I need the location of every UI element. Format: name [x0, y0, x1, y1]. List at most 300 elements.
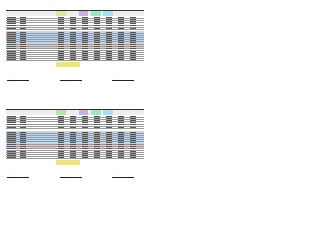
table-cell [70, 134, 76, 135]
table-cell [94, 144, 100, 145]
table-cell [70, 124, 76, 125]
table-cell [58, 19, 64, 20]
table-cell [94, 55, 100, 56]
table-cell [58, 155, 64, 156]
table-cell [70, 120, 76, 121]
table-cell [118, 32, 124, 33]
table-cell [118, 23, 124, 24]
table-cell [58, 122, 64, 123]
table-cell [82, 40, 88, 41]
signatory-name: ENGR. JOHN DOE [8, 178, 20, 179]
table-cell [20, 118, 26, 119]
table-cell [20, 116, 26, 117]
table-cell [106, 151, 112, 152]
table-cell [94, 118, 100, 119]
table-cell [118, 148, 124, 149]
table-cell [7, 124, 16, 125]
table-cell [106, 44, 112, 45]
table-cell [82, 34, 88, 35]
table-cell [7, 34, 16, 35]
report-period: FOR JUNE [64, 106, 72, 107]
signatory-label: Approved by: [112, 172, 121, 173]
table-cell [82, 142, 88, 143]
table-cell [118, 46, 124, 47]
table-cell [58, 32, 64, 33]
signatory-label: Checked by: [60, 75, 68, 76]
table-cell [82, 157, 88, 158]
table-cell [118, 17, 124, 18]
table-cell [82, 23, 88, 24]
table-cell [130, 124, 136, 125]
table-cell [106, 46, 112, 47]
table-cell [70, 38, 76, 39]
table-cell [118, 151, 124, 152]
table-cell [7, 38, 16, 39]
table-cell [94, 142, 100, 143]
table-cell [70, 155, 76, 156]
table-cell [58, 151, 64, 152]
table-cell [106, 34, 112, 35]
table-cell [70, 153, 76, 154]
table-cell [130, 21, 136, 22]
table-cell [82, 36, 88, 37]
table-cell [7, 25, 16, 26]
table-cell [94, 17, 100, 18]
table-cell [70, 132, 76, 133]
table-cell [106, 57, 112, 58]
table-cell [130, 132, 136, 133]
table-cell [58, 57, 64, 58]
table-cell [82, 59, 88, 60]
table-cell [20, 17, 26, 18]
table-cell [7, 46, 16, 47]
table-cell [106, 157, 112, 158]
header-cell [103, 110, 113, 115]
header-cell [91, 110, 101, 115]
table-cell [82, 118, 88, 119]
table-cell [130, 23, 136, 24]
table-cell [58, 132, 64, 133]
signatory-name: ENGR. JOHN DOE [8, 81, 20, 82]
table-cell [20, 21, 26, 22]
table-cell [7, 57, 16, 58]
table-cell [20, 19, 26, 20]
table-cell [118, 124, 124, 125]
table-cell [58, 124, 64, 125]
table-cell [7, 118, 16, 119]
table-cell [106, 140, 112, 141]
signatory-label: Prepared by: [7, 75, 16, 76]
table-cell [20, 138, 26, 139]
table-cell [130, 153, 136, 154]
table-cell [82, 134, 88, 135]
table-cell [106, 136, 112, 137]
table-cell [106, 23, 112, 24]
table-cell [106, 120, 112, 121]
table-cell [82, 124, 88, 125]
table-cell [94, 148, 100, 149]
table-cell [58, 127, 64, 128]
table-cell [82, 136, 88, 137]
table-cell [118, 53, 124, 54]
table-cell [82, 140, 88, 141]
table-cell [7, 116, 16, 117]
table-cell [130, 136, 136, 137]
report-title: CONSOLIDATED ENGINEERING REPORT [48, 3, 79, 4]
table-cell [7, 21, 16, 22]
table-cell [82, 32, 88, 33]
table-cell [7, 36, 16, 37]
table-cell [106, 59, 112, 60]
table-cell [94, 116, 100, 117]
table-cell [118, 55, 124, 56]
table-cell [94, 124, 100, 125]
table-cell [118, 44, 124, 45]
table-cell [58, 153, 64, 154]
table-cell [20, 51, 26, 52]
table-cell [82, 44, 88, 45]
table-cell [106, 116, 112, 117]
table-cell [70, 122, 76, 123]
table-cell [7, 153, 16, 154]
table-cell [70, 144, 76, 145]
table-cell [106, 118, 112, 119]
table-cell [70, 57, 76, 58]
table-cell [7, 127, 16, 128]
table-cell [130, 134, 136, 135]
header-cell [103, 11, 113, 16]
table-cell [70, 25, 76, 26]
table-cell [70, 21, 76, 22]
table-cell [118, 155, 124, 156]
table-cell [58, 136, 64, 137]
table-cell [130, 151, 136, 152]
table-cell [58, 116, 64, 117]
table-cell [20, 34, 26, 35]
table-cell [7, 138, 16, 139]
table-cell [70, 142, 76, 143]
table-cell [130, 40, 136, 41]
table-cell [58, 36, 64, 37]
table-cell [118, 36, 124, 37]
table-cell [106, 122, 112, 123]
table-cell [7, 122, 16, 123]
table-cell [70, 19, 76, 20]
report-subtitle: MONTHLY ACCOMPLISHMENT REPORT (FY 2017) [46, 5, 85, 6]
table-cell [7, 32, 16, 33]
table-cell [20, 28, 26, 29]
table-cell [130, 51, 136, 52]
table-cell [130, 157, 136, 158]
table-cell [82, 48, 88, 49]
table-cell [106, 134, 112, 135]
date-label: AS OF MAY 31 [131, 6, 141, 7]
table-cell [70, 46, 76, 47]
table-cell [82, 38, 88, 39]
table-cell [20, 134, 26, 135]
table-cell [7, 120, 16, 121]
table-cell [94, 57, 100, 58]
table-cell [106, 127, 112, 128]
table-cell [118, 19, 124, 20]
table-cell [118, 116, 124, 117]
table-cell [58, 157, 64, 158]
table-cell [118, 153, 124, 154]
table-cell [7, 40, 16, 41]
table-cell [130, 25, 136, 26]
table-cell [106, 53, 112, 54]
table-cell [7, 48, 16, 49]
table-cell [20, 44, 26, 45]
table-cell [106, 146, 112, 147]
table-cell [94, 48, 100, 49]
table-cell [82, 17, 88, 18]
table-cell [130, 17, 136, 18]
table-cell [130, 36, 136, 37]
table-cell [130, 55, 136, 56]
table-cell [106, 32, 112, 33]
table-cell [82, 19, 88, 20]
table-cell [106, 148, 112, 149]
table-cell [118, 57, 124, 58]
table-cell [106, 21, 112, 22]
table-cell [94, 42, 100, 43]
table-cell [130, 38, 136, 39]
table-cell [130, 142, 136, 143]
table-cell [70, 53, 76, 54]
table-cell [82, 120, 88, 121]
table-cell [94, 44, 100, 45]
table-cell [58, 48, 64, 49]
table-cell [94, 38, 100, 39]
table-cell [58, 28, 64, 29]
table-cell [70, 136, 76, 137]
table-cell [20, 124, 26, 125]
header-cell [56, 110, 66, 115]
document-page [0, 0, 149, 198]
table-cell [20, 40, 26, 41]
table-cell [58, 148, 64, 149]
table-cell [58, 42, 64, 43]
table-cell [7, 146, 16, 147]
table-cell [118, 25, 124, 26]
table-cell [118, 134, 124, 135]
table-cell [82, 132, 88, 133]
table-cell [106, 25, 112, 26]
table-cell [7, 28, 16, 29]
table-cell [70, 32, 76, 33]
table-cell [20, 140, 26, 141]
table-cell [58, 142, 64, 143]
table-cell [58, 134, 64, 135]
table-cell [7, 151, 16, 152]
table-cell [118, 120, 124, 121]
table-cell [94, 134, 100, 135]
table-cell [82, 148, 88, 149]
table-cell [82, 25, 88, 26]
table-cell [118, 42, 124, 43]
table-cell [58, 59, 64, 60]
header-cell [56, 11, 66, 16]
table-cell [94, 151, 100, 152]
table-cell [7, 44, 16, 45]
table-cell [58, 53, 64, 54]
table-cell [58, 55, 64, 56]
table-cell [118, 40, 124, 41]
table-cell [106, 40, 112, 41]
table-cell [118, 138, 124, 139]
table-cell [82, 146, 88, 147]
table-cell [106, 153, 112, 154]
table-cell [7, 23, 16, 24]
table-cell [94, 136, 100, 137]
table-cell [118, 34, 124, 35]
table-cell [20, 120, 26, 121]
table-cell [106, 28, 112, 29]
table-cell [82, 28, 88, 29]
table-cell [82, 127, 88, 128]
table-cell [70, 138, 76, 139]
table-cell [94, 53, 100, 54]
table-cell [58, 140, 64, 141]
table-cell [20, 122, 26, 123]
table-cell [82, 116, 88, 117]
table-cell [130, 59, 136, 60]
date-label: AS OF MAY 31 [115, 6, 125, 7]
table-cell [58, 23, 64, 24]
table-cell [20, 157, 26, 158]
table-cell [70, 44, 76, 45]
table-cell [130, 148, 136, 149]
table-cell [118, 132, 124, 133]
table-cell [70, 34, 76, 35]
table-cell [94, 51, 100, 52]
table-cell [58, 34, 64, 35]
table-cell [58, 21, 64, 22]
table-cell [70, 51, 76, 52]
table-cell [106, 48, 112, 49]
table-cell [118, 146, 124, 147]
table-cell [82, 144, 88, 145]
table-cell [7, 53, 16, 54]
table-cell [106, 17, 112, 18]
header-cell [79, 11, 88, 16]
table-cell [58, 144, 64, 145]
table-cell [106, 19, 112, 20]
table-cell [118, 142, 124, 143]
table-cell [118, 127, 124, 128]
table-cell [118, 48, 124, 49]
table-cell [130, 118, 136, 119]
table-cell [70, 40, 76, 41]
table-cell [130, 57, 136, 58]
signatory-name: DISTRICT ENGINEER [113, 178, 127, 179]
table-cell [106, 155, 112, 156]
table-cell [70, 157, 76, 158]
table-cell [130, 44, 136, 45]
table-cell [94, 21, 100, 22]
header-cell [79, 110, 88, 115]
table-cell [70, 17, 76, 18]
table-cell [82, 153, 88, 154]
table-cell [94, 36, 100, 37]
table-cell [7, 142, 16, 143]
table-cell [7, 55, 16, 56]
table-cell [106, 138, 112, 139]
table-cell [70, 146, 76, 147]
table-cell [70, 23, 76, 24]
table-cell [20, 132, 26, 133]
table-cell [118, 59, 124, 60]
table-cell [82, 21, 88, 22]
table-cell [118, 140, 124, 141]
table-cell [94, 32, 100, 33]
table-cell [106, 144, 112, 145]
table-cell [94, 40, 100, 41]
table-cell [130, 146, 136, 147]
table-cell [118, 157, 124, 158]
table-cell [58, 51, 64, 52]
table-cell [82, 151, 88, 152]
table-cell [58, 46, 64, 47]
table-cell [70, 151, 76, 152]
total-cell [56, 65, 80, 67]
table-cell [20, 32, 26, 33]
table-cell [7, 42, 16, 43]
table-cell [82, 138, 88, 139]
report-period: PROJECT STATUS AS OF [52, 7, 71, 8]
table-cell [130, 42, 136, 43]
table-cell [94, 59, 100, 60]
table-cell [20, 23, 26, 24]
table-cell [118, 144, 124, 145]
table-cell [20, 144, 26, 145]
table-cell [94, 146, 100, 147]
table-cell [70, 28, 76, 29]
table-cell [58, 38, 64, 39]
table-cell [70, 48, 76, 49]
table-cell [118, 122, 124, 123]
table-cell [94, 122, 100, 123]
table-cell [130, 116, 136, 117]
table-cell [130, 19, 136, 20]
table-cell [130, 120, 136, 121]
table-cell [58, 118, 64, 119]
table-cell [20, 48, 26, 49]
table-cell [94, 153, 100, 154]
table-cell [20, 42, 26, 43]
table-cell [20, 142, 26, 143]
table-cell [130, 28, 136, 29]
table-cell [20, 46, 26, 47]
table-cell [58, 44, 64, 45]
table-cell [70, 127, 76, 128]
signatory-label: Checked by: [60, 172, 68, 173]
table-cell [82, 122, 88, 123]
table-cell [130, 122, 136, 123]
table-cell [7, 148, 16, 149]
header-cell [91, 11, 101, 16]
table-cell [70, 42, 76, 43]
signatory-label: Approved by: [112, 75, 121, 76]
table-cell [58, 17, 64, 18]
table-cell [106, 142, 112, 143]
table-cell [82, 155, 88, 156]
table-cell [20, 55, 26, 56]
table-cell [94, 132, 100, 133]
table-cell [7, 132, 16, 133]
table-cell [106, 42, 112, 43]
